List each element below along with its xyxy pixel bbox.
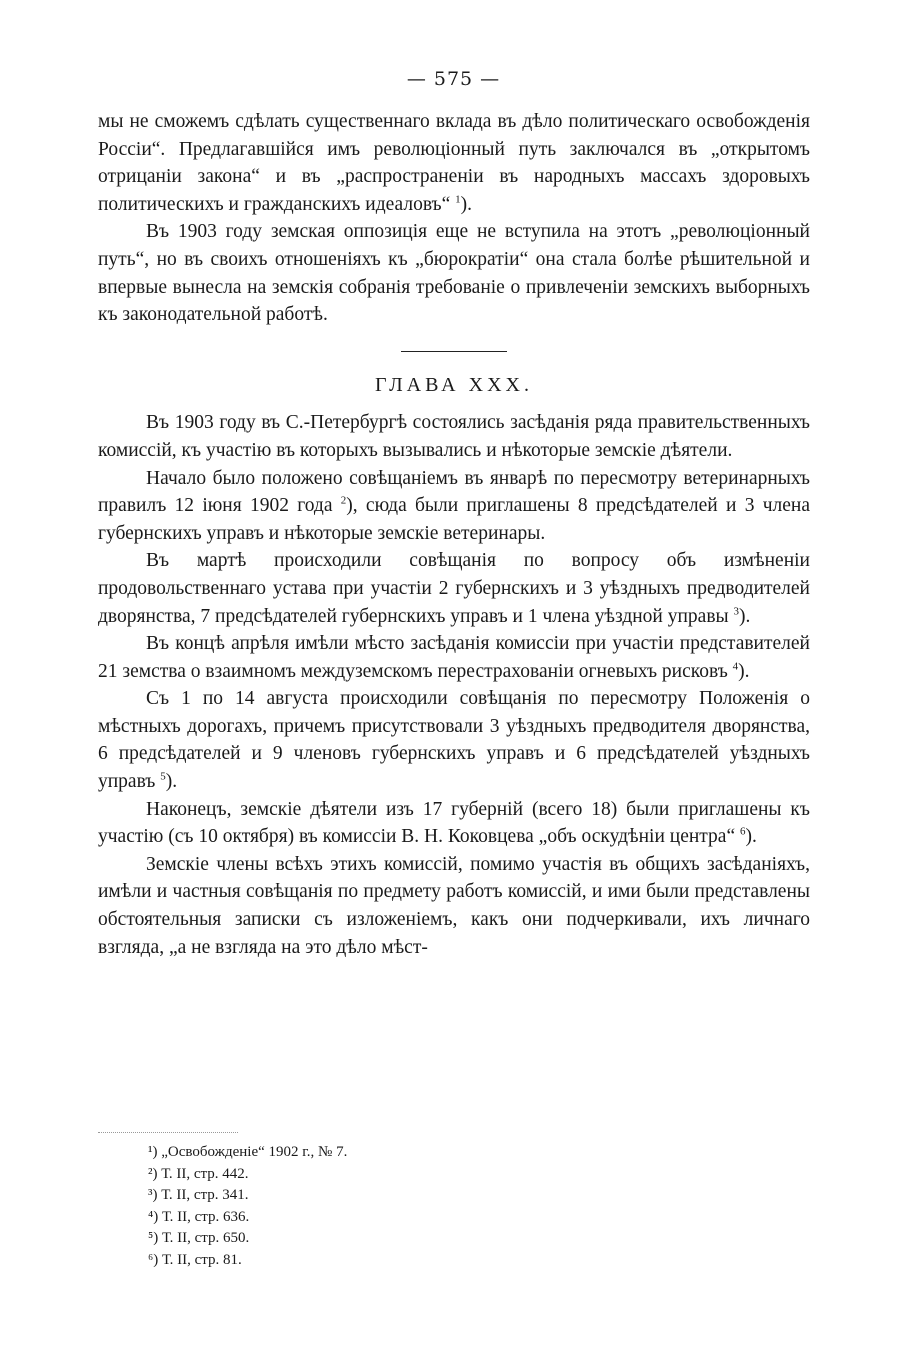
footnote-ref: 3 [733,605,740,617]
paragraph: Земскіе члены всѣхъ этихъ комиссій, помимо участія въ общихъ засѣданіяхъ, имѣли и частныя совѣщанія по предмету работъ комиссій, и ими были представлены обстоятельныя записки съ изложеніемъ, какъ они подчеркивали, ихъ личнаго взгляда, „а не взгляда на это дѣло мѣст- [98,853,810,958]
chapter-title: ГЛАВА XXX. [375,373,533,396]
paragraph-text: Въ концѣ апрѣля имѣли мѣсто засѣданія комиссіи при участіи представителей 21 земства о взаимномъ междуземскомъ перестрахованіи огневыхъ рисковъ [98,633,810,682]
paragraph [98,547,810,630]
paragraph [98,685,810,795]
footnote-ref: 5 [160,770,166,783]
footnote-divider [98,1132,238,1133]
footnote: ¹) „Освобожденіе“ 1902 г., № 7. [148,1144,348,1160]
paragraph-tail: ). [165,771,178,793]
footnote-ref: 2 [340,494,347,507]
paragraph-text: мы не сможемъ сдѣлать существеннаго вклада въ дѣло политическаго освобожденія Россіи“. Предлагавшійся имъ революціонный путь заключался въ „открытомъ отрицаніи закона“ и въ „распространеніи въ народныхъ массахъ здоровыхъ политическихъ и гражданскихъ идеаловъ“ [98,111,810,215]
paragraph [98,630,810,685]
paragraph: Въ 1903 году въ С.-Петербургѣ состоялись засѣданія ряда правительственныхъ комиссій, къ участію въ которыхъ вызывались и нѣкоторые земскіе дѣятели. [98,412,810,461]
footnote: ⁴) Т. II, стр. 636. [148,1208,250,1225]
footnote: ⁵) Т. II, стр. 650. [148,1230,250,1247]
paragraph-tail: ). [738,660,750,682]
footnote: ³) Т. II, стр. 341. [148,1187,249,1204]
footnote-ref: 6 [740,825,746,838]
paragraph-tail: ). [739,605,751,627]
paragraph-text: Съ 1 по 14 августа происходили совѣщанія по пересмотру Положенія о мѣстныхъ дорогахъ, причемъ присутствовали 3 уѣздныхъ предводителя дворянства, 6 предсѣдателей и 9 членовъ губернскихъ управъ и 6 предсѣдателей уѣздныхъ управъ [98,688,810,793]
footnote-ref: 4 [732,660,739,673]
paragraph-text: Наконецъ, земскіе дѣятели изъ 17 губерній (всего 18) были приглашены къ участію (съ 10 октября) въ комиссіи В. Н. Коковцева „объ оскудѣніи центра“ [98,798,810,848]
paragraph-text: Въ мартѣ происходили совѣщанія по вопросу объ измѣненіи продовольственнаго устава при участіи 2 губернскихъ и 3 уѣздныхъ предводителей дворянства, 7 предсѣдателей губернскихъ управъ и 1 члена уѣздной управы [98,550,810,627]
paragraph-tail: ). [460,193,473,215]
section-divider [401,351,507,352]
paragraph: Въ 1903 году земская оппозиція еще не вступила на этотъ „революціонный путь“, но въ своихъ отношеніяхъ къ „бюрократіи“ она стала болѣе рѣшительной и впервые вынесла на земскія собранія требованіе о привлеченіи земскихъ выборныхъ къ законодательной работѣ. [98,221,810,326]
paragraph-tail: ), сюда были приглашены 8 предсѣдателей и 3 члена губернскихъ управъ и нѣкоторые земскіе ветеринары. [98,495,810,544]
paragraph [98,465,810,548]
footnotes [148,1142,648,1272]
footnote: ²) Т. II, стр. 442. [148,1165,249,1182]
paragraph [98,796,810,851]
page-number: — 575 — [406,68,501,90]
paragraph-continuation [98,108,810,218]
body-text [98,108,810,961]
paragraph-text: Начало было положено совѣщаніемъ въ январѣ по пересмотру ветеринарныхъ правилъ 12 іюня 1902 года [98,467,810,517]
footnote: ⁶) Т. II, стр. 81. [148,1251,242,1268]
footnote-ref: 1 [455,193,461,206]
paragraph-tail: ). [745,826,757,848]
